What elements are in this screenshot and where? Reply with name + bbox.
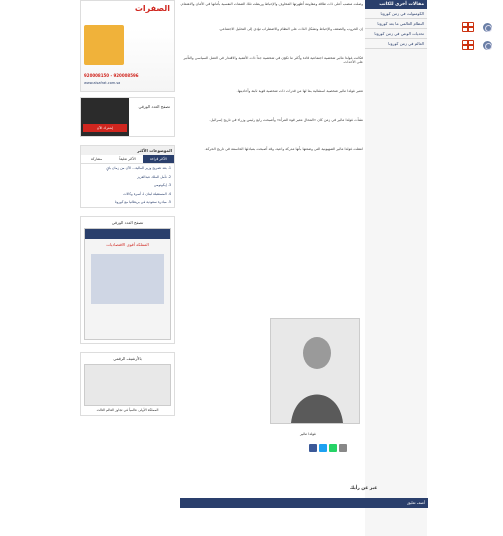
portrait-image xyxy=(271,319,359,423)
add-comment-bar[interactable]: أضف تعليق xyxy=(180,498,428,508)
twitter-icon[interactable] xyxy=(319,444,327,452)
archive-box xyxy=(80,352,175,416)
most-viewed-tabs xyxy=(81,155,174,164)
article-paragraph: إن الحروب والضعف والإحباط وتشكل الذات على النظام والاضطراب تؤدي إلى التحليل الاجتماعي. xyxy=(218,26,363,31)
ad-phone: 920008150 - 920008596 xyxy=(84,73,139,78)
uk-flag-icon[interactable] xyxy=(462,22,474,32)
article-paragraph: تعتبر غولدا مائير شخصية استثنائية بما لها من قدرات ذات شخصية قوية ثابتة وأحاديتها. xyxy=(236,89,363,94)
language-switcher xyxy=(462,22,492,58)
photo-caption: غولدا مائير xyxy=(300,432,316,436)
paper-preview-box xyxy=(80,216,175,344)
paper-title: تصفح العدد الورقي xyxy=(111,219,144,225)
tab-most-commented[interactable]: الأكثر تعليقاً xyxy=(119,157,136,161)
comments-title: عبر عن رأيك xyxy=(350,486,378,491)
ad-brand: الصفرات xyxy=(134,4,170,13)
globe-icon[interactable] xyxy=(483,41,492,50)
tab-most-read[interactable]: الأكثر قراءة xyxy=(143,155,174,163)
uk-flag-icon[interactable] xyxy=(462,40,474,50)
archive-caption: المملكة الأولى عالمياً في تجاوز العالم الثالث xyxy=(96,407,159,412)
share-bar xyxy=(309,444,347,452)
list-item[interactable]: 5. مبادرة سعودية في بريطانيا مع كورونا xyxy=(114,200,171,205)
subscribe-button[interactable]: إشترك الآن xyxy=(83,124,127,132)
ad-image xyxy=(84,25,124,65)
article-paragraph: انتقلت غولدا مائير الصهيونية التي وضعتها بأنها مدركة واعية، وقد أصبحت بمبادئها الحاسمة في تاريخ الحركة. xyxy=(204,146,363,151)
globe-icon[interactable] xyxy=(483,23,492,32)
gallery-label: تصفح العدد الورقي xyxy=(138,104,170,109)
article-photo xyxy=(270,318,360,424)
whatsapp-icon[interactable] xyxy=(329,444,337,452)
list-item[interactable]: 4. المستقبلة لبنان لـ أسرة وكالات xyxy=(123,191,171,196)
email-icon[interactable] xyxy=(339,444,347,452)
ad-site: www.alsafrat.com.sa xyxy=(84,81,121,85)
left-sidebar xyxy=(80,0,175,416)
article-body xyxy=(178,0,363,158)
archive-thumbnail[interactable] xyxy=(84,364,171,406)
most-viewed-title: الموضوعات الأكثر xyxy=(81,146,174,155)
article-link[interactable]: تحديات الوعي في زمن كورونا xyxy=(365,29,427,39)
list-item[interactable]: 1. بعد تصريح وزير المالية... الآن من زمان باقٍ xyxy=(106,166,171,170)
list-item[interactable]: 2. نأمل الملك عبدالعزيز xyxy=(137,174,171,179)
tab-shared[interactable]: مشاركة xyxy=(90,157,103,161)
article-link[interactable]: الكومنولث في زمن كورونا xyxy=(365,9,427,19)
newspaper-thumbnail[interactable] xyxy=(84,228,171,340)
article-link[interactable]: النظام العالمي ما بعد كورونا xyxy=(365,19,427,29)
paper-subscription xyxy=(80,97,175,137)
article-paragraph: وصلت منصب أعلى ذات طاقة ومقاومة أظهرتها المخاوف والإحباط وربطت تلك الصفات النفسية بأمانها في الأمان والاهتمام. xyxy=(180,2,363,6)
alsafrat-ad[interactable] xyxy=(80,0,175,92)
list-item[interactable]: 3. إيكونومي xyxy=(153,183,171,188)
most-viewed-box xyxy=(80,145,175,208)
other-articles-sidebar xyxy=(365,0,427,536)
masthead xyxy=(85,229,170,239)
paper-headline: المملكة أقوى الاقتصاديات xyxy=(106,241,149,247)
paper-image xyxy=(91,254,164,304)
facebook-icon[interactable] xyxy=(309,444,317,452)
archive-title: بالأرشيف الرقمي xyxy=(113,355,142,361)
article-link[interactable]: العالم في زمن كورونا xyxy=(365,39,427,49)
article-paragraph: نشأت غولدا مائير في زمن كان «المحال معبر قوة المرأة» وأصبحت رابع رئيس وزراء في تاريخ إسرائيل. xyxy=(209,117,363,122)
article-paragraph: فكانت غولدا مائير شخصية اجتماعية قادة وأكثر ما تكوّن في شخصية جداً ذات الأهمية والاقتدار في العمل السياسي والتأثير على الأحداث. xyxy=(183,55,363,65)
other-articles-header: مقالات أخرى للكاتب xyxy=(365,0,427,9)
